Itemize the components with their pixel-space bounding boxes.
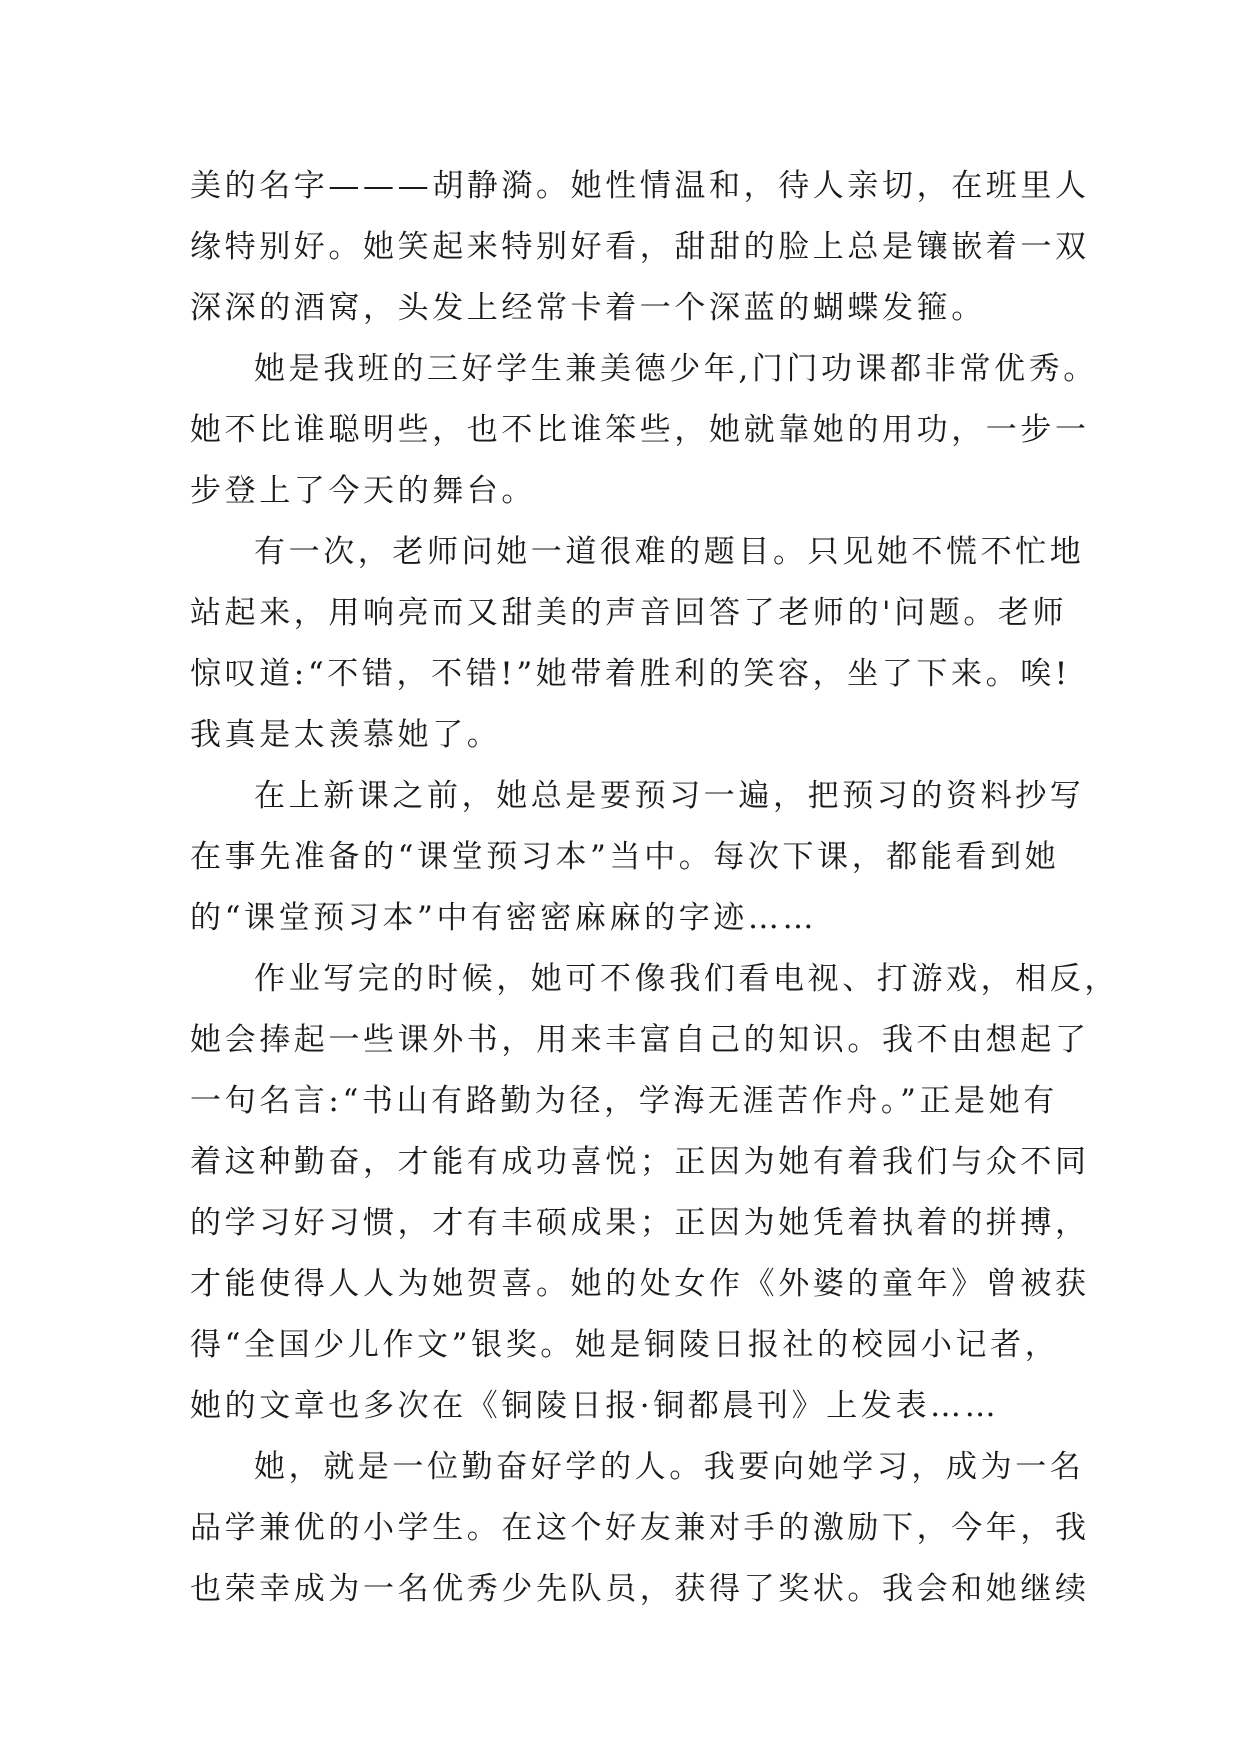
text-line: 在上新课之前，她总是要预习一遍，把预习的资料抄写	[254, 778, 1085, 814]
document-body	[190, 156, 1119, 1620]
text-line: 着这种勤奋，才能有成功喜悦；正因为她有着我们与众不同	[190, 1144, 1090, 1180]
text-line: 得“全国少儿作文”银奖。她是铜陵日报社的校园小记者，	[190, 1327, 1060, 1363]
paragraph	[190, 1437, 1090, 1620]
text-line: 她的文章也多次在《铜陵日报·铜都晨刊》上发表……	[190, 1388, 1000, 1424]
text-line: 惊叹道:“不错，不错!”她带着胜利的笑容，坐了下来。唉!	[190, 656, 1071, 692]
text-line: 有一次，老师问她一道很难的题目。只见她不慌不忙地	[254, 534, 1085, 570]
text-line: 品学兼优的小学生。在这个好友兼对手的激励下，今年，我	[190, 1510, 1090, 1546]
paragraph	[190, 339, 1098, 522]
text-line: 我真是太羡慕她了。	[190, 717, 502, 753]
text-line: 深深的酒窝，头发上经常卡着一个深蓝的蝴蝶发箍。	[190, 290, 986, 326]
text-line: 才能使得人人为她贺喜。她的处女作《外婆的童年》曾被获	[190, 1266, 1090, 1302]
text-line: 缘特别好。她笑起来特别好看，甜甜的脸上总是镶嵌着一双	[190, 229, 1090, 265]
text-line: 美的名字———胡静漪。她性情温和，待人亲切，在班里人	[190, 168, 1090, 204]
text-line: 也荣幸成为一名优秀少先队员，获得了奖状。我会和她继续	[190, 1571, 1090, 1607]
paragraph	[190, 766, 1085, 949]
text-line: 她，就是一位勤奋好学的人。我要向她学习，成为一名	[254, 1449, 1085, 1485]
text-line: 的“课堂预习本”中有密密麻麻的字迹……	[190, 900, 818, 936]
paragraph	[190, 156, 1090, 339]
text-line: 在事先准备的“课堂预习本”当中。每次下课，都能看到她	[190, 839, 1060, 875]
text-line: 一句名言:“书山有路勤为径，学海无涯苦作舟。”正是她有	[190, 1083, 1058, 1119]
paragraph	[190, 949, 1119, 1437]
text-line: 的学习好习惯，才有丰硕成果；正因为她凭着执着的拼搏，	[190, 1205, 1090, 1241]
text-line: 作业写完的时候，她可不像我们看电视、打游戏，相反，	[254, 961, 1119, 997]
paragraph	[190, 522, 1085, 766]
text-line: 步登上了今天的舞台。	[190, 473, 536, 509]
text-line: 她会捧起一些课外书，用来丰富自己的知识。我不由想起了	[190, 1022, 1090, 1058]
text-line: 她不比谁聪明些，也不比谁笨些，她就靠她的用功，一步一	[190, 412, 1090, 448]
text-line: 她是我班的三好学生兼美德少年,门门功课都非常优秀。	[254, 351, 1098, 387]
text-line: 站起来，用响亮而又甜美的声音回答了老师的'问题。老师	[190, 595, 1068, 631]
